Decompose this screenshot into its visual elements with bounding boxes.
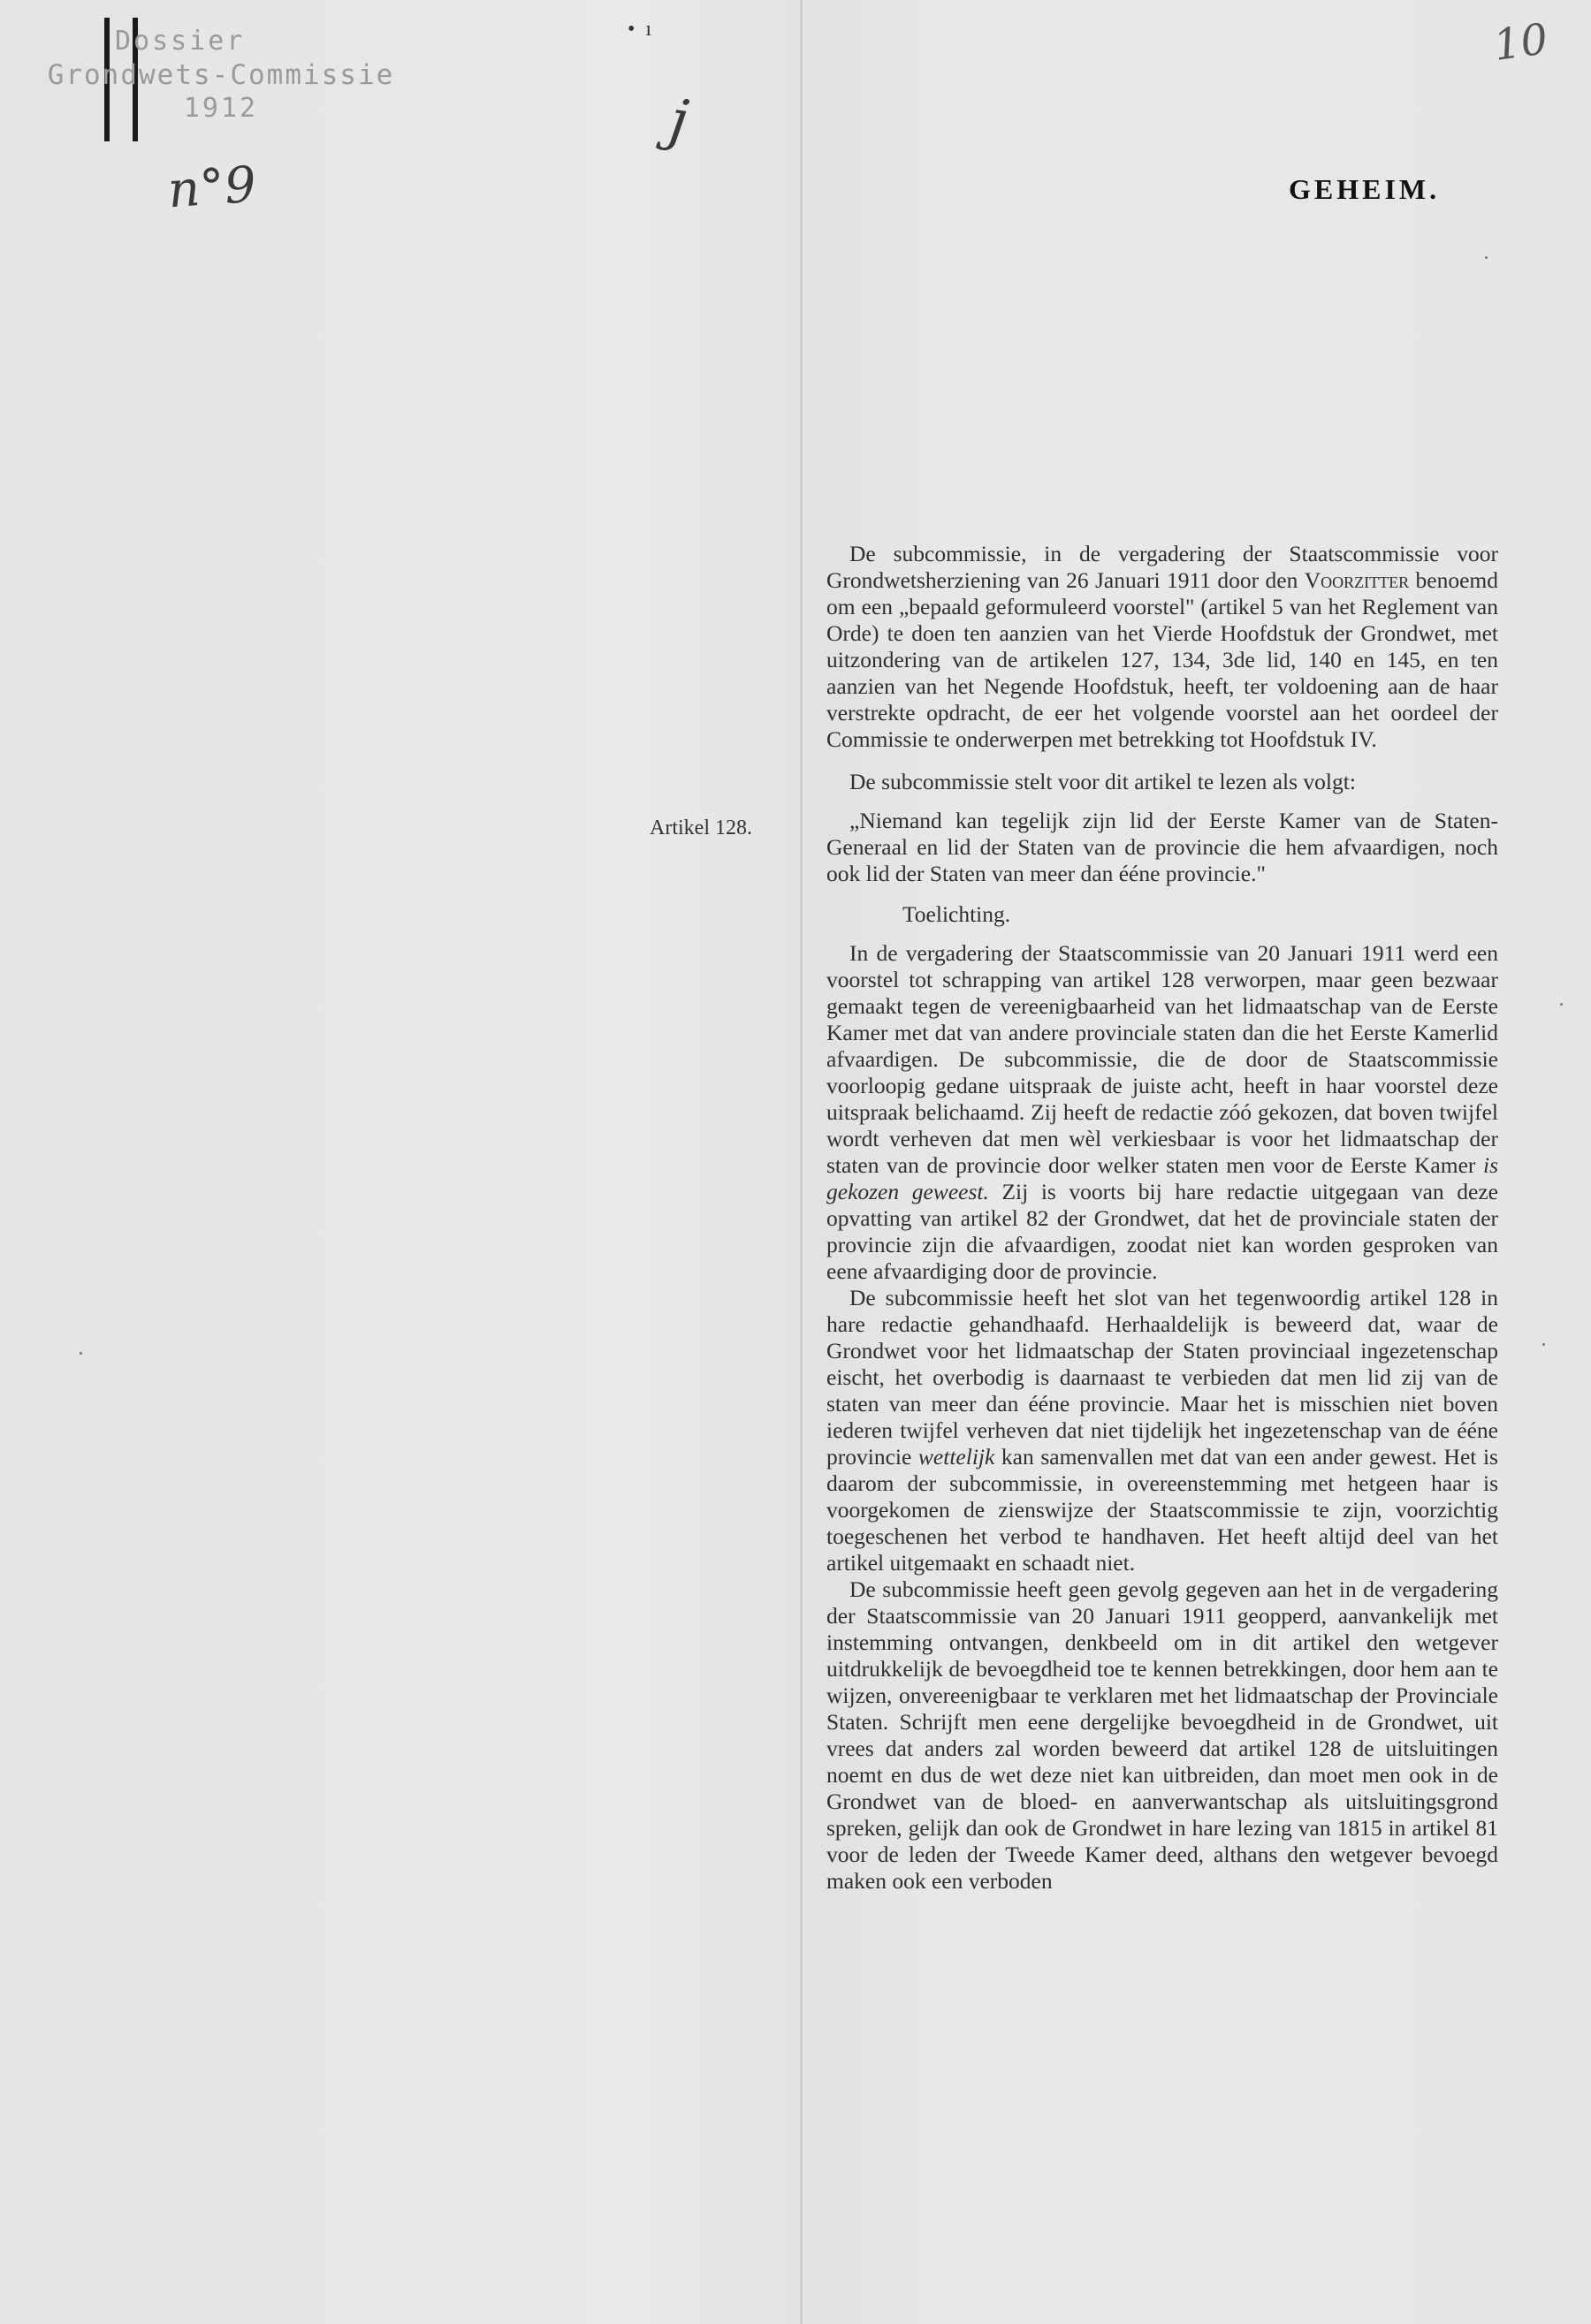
explanation-heading: Toelichting. (902, 901, 1011, 927)
para1-text-a: In de vergadering der Staatscommissie van 20 Januari 1911 werd een voorstel tot schrapping van artikel 128 verworpen, maar geen bezwaar gemaakt tegen de vereenigbaarheid van het lidmaatschap van de Eerste Kamer met dat van andere provinciale staten dan die het Eerste Kamerlid afvaardigen. De subcommissie, die de door de Staatscommissie voorloopig gedane uitspraak de juiste acht, heeft in haar voorstel deze uitspraak belichaamd. Zij heeft de redactie zóó gekozen, dat boven twijfel wordt verheven dat men wèl verkiesbaar is voor het lidmaatschap der staten van de provincie door welker staten men voor de Eerste Kamer (826, 940, 1498, 1178)
stamp-line-commission: Grondwets-Commissie (47, 58, 395, 91)
intro-text-chairman: Voorzitter (1304, 567, 1410, 593)
page-fold (800, 0, 803, 2324)
proposal-line: De subcommissie stelt voor dit artikel te lezen als volgt: (849, 769, 1356, 794)
paper-speck (1560, 1003, 1563, 1006)
stamp-line-dossier: Dossier (115, 26, 246, 57)
para2-text-a: De subcommissie heeft het slot van het tegenwoordig artikel 128 in hare redactie gehandhaafd. Herhaaldelijk is beweerd dat, waar de Grondwet voor het lidmaatschap der Staten provinciaal ingezetenschap eischt, het overbodig is daarnaast te verbieden dat men lid zij van de staten van meer dan ééne provincie. Maar het is misschien niet boven iederen twijfel verheven dat niet tijdelijk het ingezetenschap van de ééne provincie (826, 1285, 1498, 1470)
intro-paragraph (826, 541, 1498, 753)
para2-text-b: kan samenvallen met dat van een ander gewest. Het is daarom der subcommissie, in overeenstemming met hetgeen haar is voorgekomen de zienswijze der Staatscommissie te zijn, voorzichtig toegeschenen het verbod te handhaven. Het heeft altijd deel van het artikel uitgemaakt en schaadt niet. (826, 1444, 1498, 1576)
para2-emphasis: wettelijk (917, 1444, 995, 1470)
proposed-article-text: „Niemand kan tegelijk zijn lid der Eerste Kamer van de Staten-Generaal en lid der Staten van de provincie die hem afvaardigen, noch ook lid der Staten van meer dan ééne provincie." (826, 808, 1498, 886)
explanation-paragraph-2 (826, 1285, 1498, 1576)
handwritten-number: n°9 (165, 156, 258, 220)
spacer (826, 753, 1498, 769)
stamp-line-year: 1912 (183, 93, 259, 125)
paper-speck (1485, 256, 1488, 259)
paper-speck (1542, 1343, 1545, 1346)
paper-speck (80, 1352, 82, 1355)
explanation-paragraph-3: De subcommissie heeft geen gevolg gegeven aan het in de vergadering der Staatscommissie van 20 Januari 1911 geopperd, aanvankelijk met instemming ontvangen, denkbeeld om in dit artikel den wetgever uitdrukkelijk de bevoegdheid toe te kennen betrekkingen, door hem aan te wijzen, onvereenigbaar te verklaren met het lidmaatschap der Provinciale Staten. Schrijft men eene dergelijke bevoegdheid in de Grondwet, uit vrees dat anders zal worden beweerd dat artikel 128 de uitsluitingen noemt en dus de wet deze niet kan uitbreiden, dan moet men ook in de Grondwet van de bloed- en aanverwantschap als uitsluitingsgrond spreken, gelijk dan ook de Grondwet in hare lezing van 1815 in artikel 81 voor de leden der Tweede Kamer deed, althans den wetgever bevoegd maken ook een verboden (826, 1576, 1498, 1894)
handwritten-page-number: 10 (1490, 14, 1551, 71)
classification-heading: GEHEIM. (1289, 173, 1441, 205)
article-margin-label: Artikel 128. (650, 816, 752, 839)
document-body (826, 541, 1498, 1895)
intro-text-end: benoemd om een „bepaald geformuleerd voorstel" (artikel 5 van het Reglement van Orde) te doen ten aanzien van het Vierde Hoofdstuk der Grondwet, met uitzondering van de artikelen 127, 134, 3de lid, 140 en 145, en ten aanzien van het Negende Hoofdstuk, heeft, ter voldoening aan de haar verstrekte opdracht, de eer het volgende voorstel aan het oordeel der Commissie te onderwerpen met betrekking tot Hoofdstuk IV. (826, 567, 1498, 752)
archive-stamp (35, 25, 407, 125)
ink-specks: • ı (628, 18, 652, 41)
explanation-paragraph-1 (826, 940, 1498, 1285)
para1-text-b: Zij is voorts bij hare redactie uitgegaan van deze opvatting van artikel 82 der Grondwet, dat het de provinciale staten der provincie zijn die afvaardigen, zoodat niet kan worden gesproken van eene afvaardiging door de provincie. (826, 1179, 1498, 1284)
para1-emphasis: is gekozen geweest. (826, 1152, 1498, 1204)
handwritten-mark: j (665, 87, 692, 156)
intro-text-start: De subcommissie, in de vergadering der Staatscommissie voor Grondwetsherziening van 26 Januari 1911 door den (826, 541, 1498, 593)
